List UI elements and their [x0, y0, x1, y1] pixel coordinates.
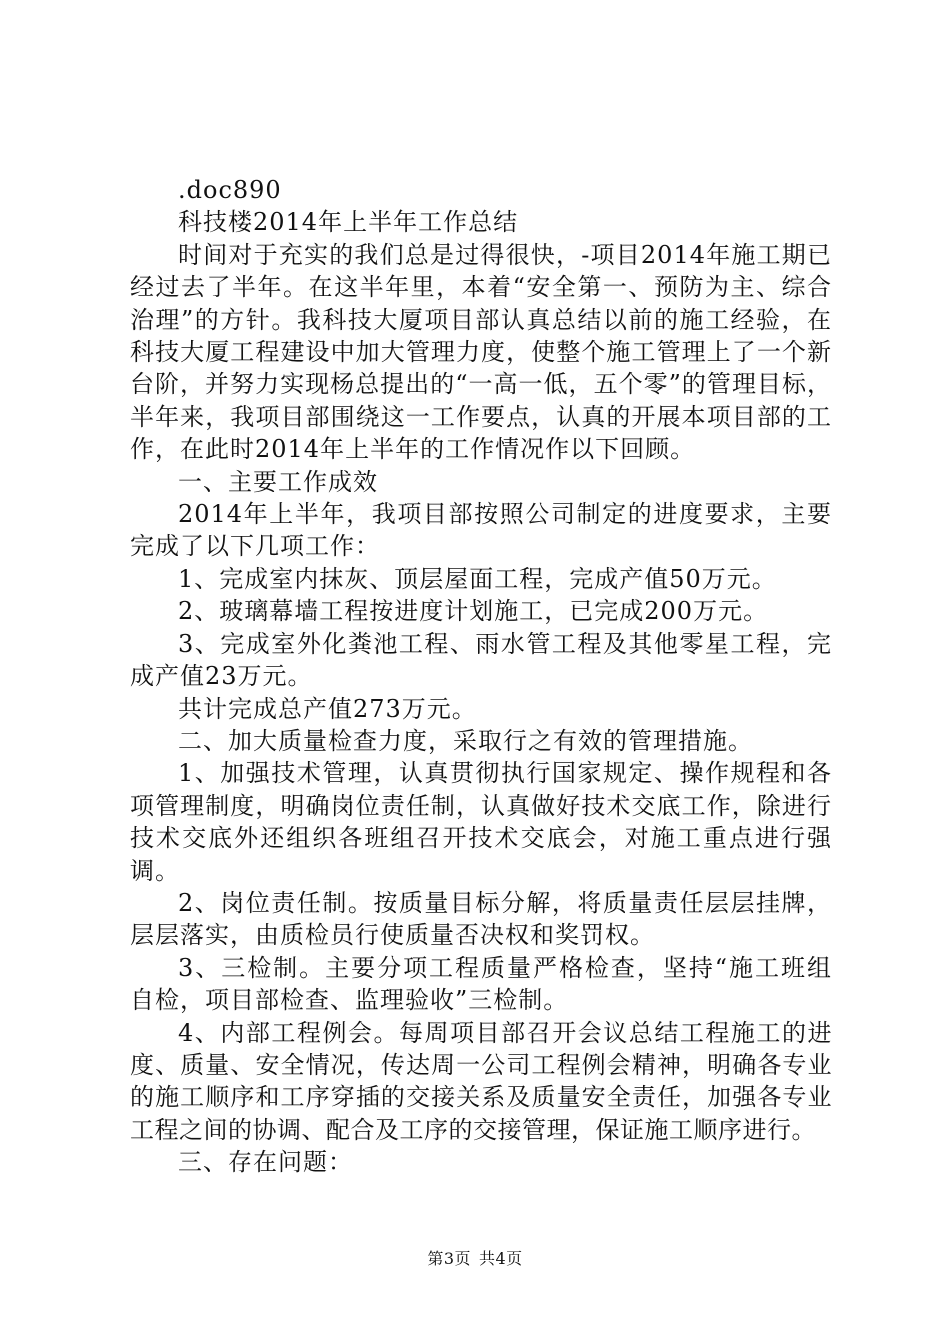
- doc-title: 科技楼2014年上半年工作总结: [178, 208, 519, 237]
- intro-paragraph: 时间对于充实的我们总是过得很快，-项目2014年施工期已经过去了半年。在这半年里，本着“安全第一、预防为主、综合治理”的方针。我科技大厦项目部认真总结以前的施工经验，在科技大厦工程建设中加大管理力度，使整个施工管理上了一个新台阶，并努力实现杨总提出的“一高一低，五个零”的管理目标，半年来，我项目部围绕这一工作要点，认真的开展本项目部的工作，在此时2014年上半年的工作情况作以下回顾。: [130, 240, 832, 464]
- achievement-item-1: 1、完成室内抹灰、顶层屋面工程，完成产值50万元。: [178, 564, 777, 593]
- page-number: 第3页: [427, 1249, 471, 1268]
- page-total: 共4页: [479, 1249, 523, 1268]
- section-heading-problems: 三、存在问题：: [178, 1148, 353, 1177]
- doc-filename: .doc890: [178, 176, 282, 204]
- quality-item-2: 2、岗位责任制。按质量目标分解，将质量责任层层挂牌，层层落实，由质检员行使质量否决权和奖罚权。: [130, 888, 832, 950]
- page-footer: [0, 1246, 950, 1269]
- achievement-total: 共计完成总产值273万元。: [178, 694, 477, 723]
- achievement-item-3: 3、完成室外化粪池工程、雨水管工程及其他零星工程，完成产值23万元。: [130, 629, 832, 691]
- quality-item-1: 1、加强技术管理，认真贯彻执行国家规定、操作规程和各项管理制度，明确岗位责任制，认真做好技术交底工作，除进行技术交底外还组织各班组召开技术交底会，对施工重点进行强调。: [130, 759, 832, 885]
- quality-item-4: 4、内部工程例会。每周项目部召开会议总结工程施工的进度、质量、安全情况，传达周一公司工程例会精神，明确各专业的施工顺序和工序穿插的交接关系及质量安全责任，加强各专业工程之间的协调、配合及工序的交接管理，保证施工顺序进行。: [130, 1018, 832, 1144]
- section-heading-quality: 二、加大质量检查力度，采取行之有效的管理措施。: [178, 726, 753, 755]
- section-heading-achievements: 一、主要工作成效: [178, 467, 378, 496]
- document-body: [130, 174, 832, 1179]
- achievements-intro: 2014年上半年，我项目部按照公司制定的进度要求，主要完成了以下几项工作：: [130, 500, 832, 561]
- achievement-item-2: 2、玻璃幕墙工程按进度计划施工，已完成200万元。: [178, 597, 769, 626]
- quality-item-3: 3、三检制。主要分项工程质量严格检查，坚持“施工班组自检，项目部检查、监理验收”三检制。: [130, 953, 832, 1015]
